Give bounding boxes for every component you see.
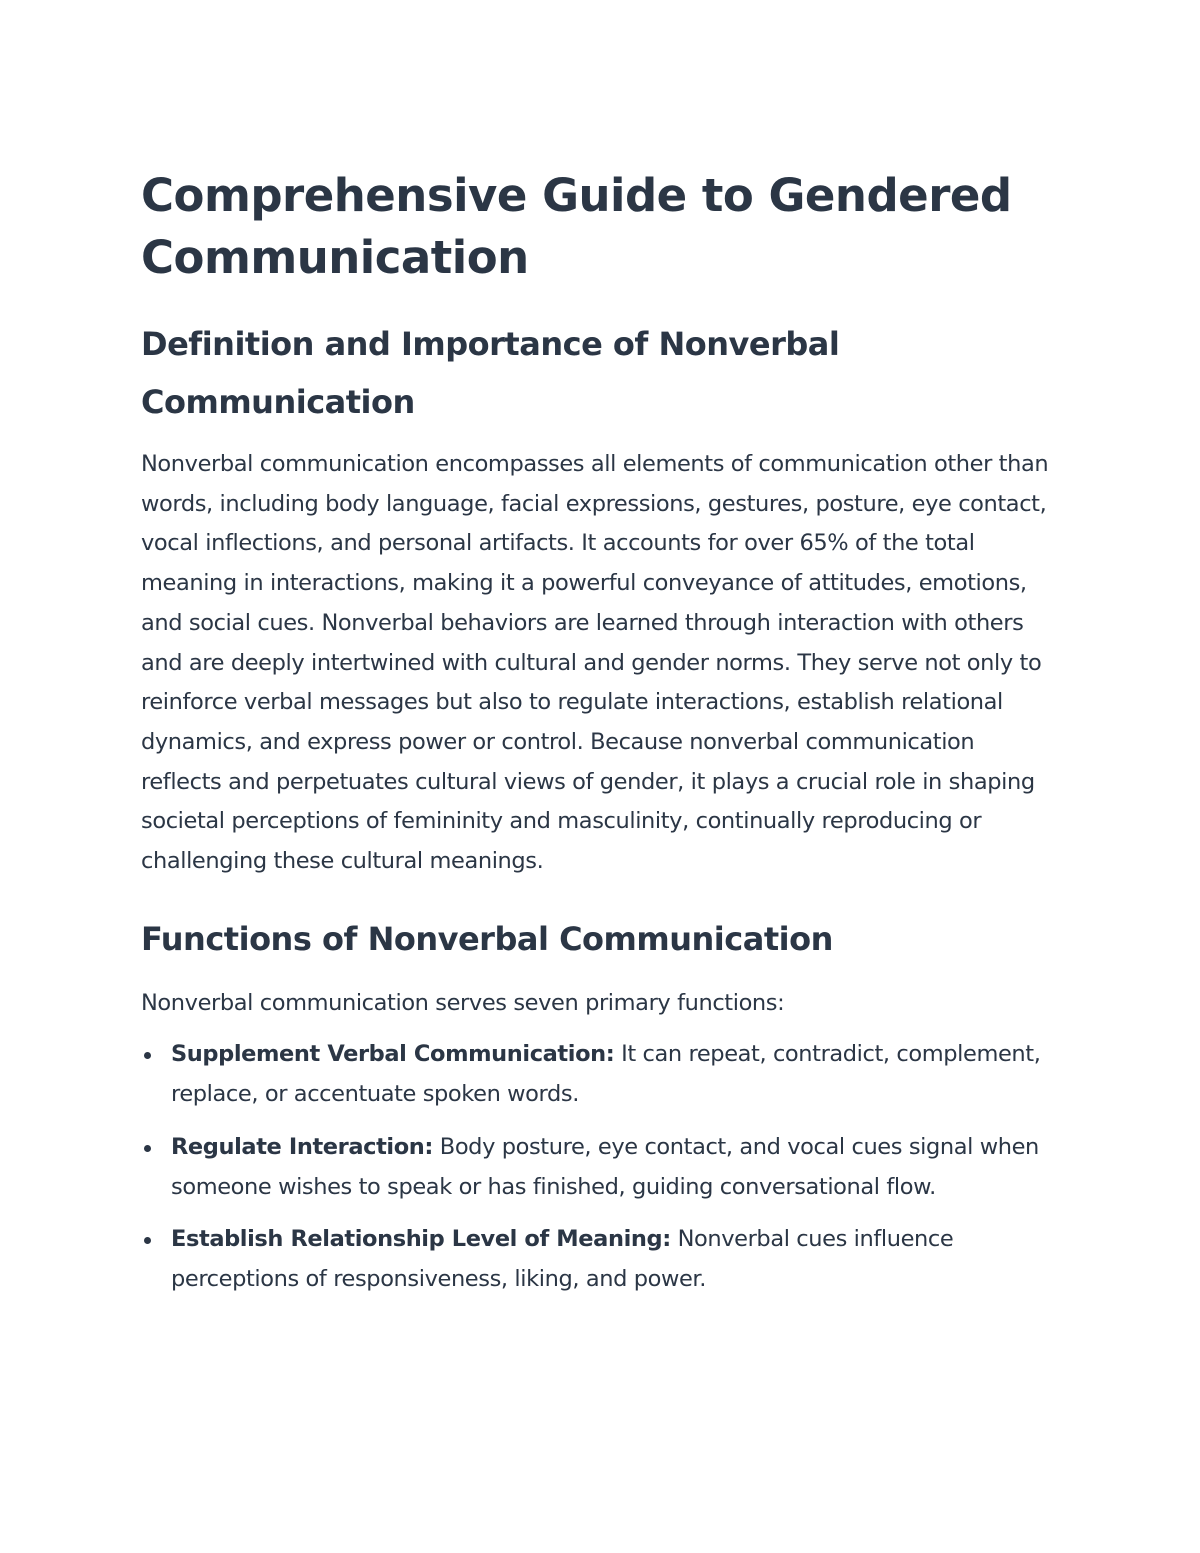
- list-item-term: Regulate Interaction:: [171, 1133, 434, 1160]
- bullet-icon: [144, 1052, 151, 1059]
- list-item: [141, 1035, 1061, 1114]
- list-item-term: Supplement Verbal Communication:: [171, 1041, 615, 1068]
- functions-list: [141, 1035, 1061, 1299]
- list-item-text: It can repeat, contradict, complement, replace, or accentuate spoken words.: [171, 1041, 1041, 1108]
- document-title: Comprehensive Guide to Gendered Communication: [141, 169, 1012, 284]
- bullet-icon: [144, 1237, 151, 1244]
- bullet-icon: [144, 1145, 151, 1152]
- functions-intro: Nonverbal communication serves seven primary functions:: [141, 989, 785, 1016]
- list-item: [141, 1220, 1061, 1299]
- list-item-text: Nonverbal cues influence perceptions of responsiveness, liking, and power.: [171, 1226, 954, 1292]
- list-item-term: Establish Relationship Level of Meaning:: [171, 1226, 671, 1253]
- list-item-text: Body posture, eye contact, and vocal cues signal when someone wishes to speak or has finished, guiding conversational flow.: [171, 1133, 1039, 1200]
- section-paragraph-definition: Nonverbal communication encompasses all elements of communication other than words, including body language, facial expressions, gestures, posture, eye contact, vocal inflections, and personal artifacts. It accounts for over 65% of the total meaning in interactions, making it a powerful conveyance of attitudes, emotions, and social cues. Nonverbal behaviors are learned through interaction with others and are deeply intertwined with cultural and gender norms. They serve not only to reinforce verbal messages but also to regulate interactions, establish relational dynamics, and express power or control. Because nonverbal communication reflects and perpetuates cultural views of gender, it plays a crucial role in shaping societal perceptions of femininity and masculinity, continually reproducing or challenging these cultural meanings.: [141, 451, 1049, 875]
- list-item: [141, 1128, 1061, 1207]
- section-heading-definition: Definition and Importance of Nonverbal Communication: [141, 325, 840, 421]
- section-heading-functions: Functions of Nonverbal Communication: [141, 919, 833, 958]
- document-page: [141, 165, 1061, 1313]
